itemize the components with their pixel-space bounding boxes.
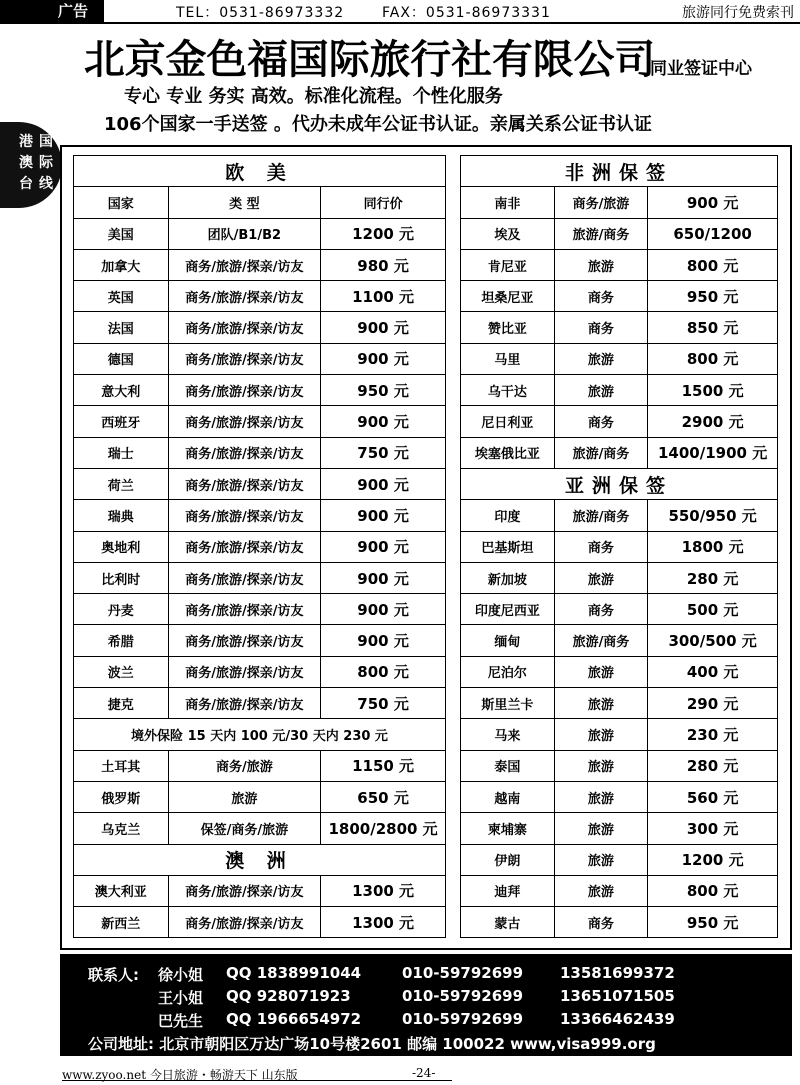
price-cell: 850 元 (648, 312, 778, 343)
country-cell: 希腊 (74, 625, 169, 656)
visa-type-cell: 商务/旅游/探亲/访友 (168, 875, 321, 906)
price-cell: 500 元 (648, 594, 778, 625)
side-tab-col-1 (18, 132, 34, 195)
country-cell: 柬埔寨 (461, 813, 555, 844)
table-row (461, 531, 778, 562)
table-row (461, 625, 778, 656)
visa-type-cell: 旅游/商务 (554, 218, 648, 249)
table-row (74, 813, 446, 844)
price-cell: 1800 元 (648, 531, 778, 562)
country-cell: 泰国 (461, 750, 555, 781)
price-cell: 950 元 (648, 281, 778, 312)
table-row (74, 406, 446, 437)
visa-type-cell: 旅游 (554, 875, 648, 906)
country-cell: 俄罗斯 (74, 781, 169, 812)
country-cell: 德国 (74, 343, 169, 374)
country-cell: 丹麦 (74, 594, 169, 625)
table-row (74, 875, 446, 906)
country-cell: 波兰 (74, 656, 169, 687)
country-cell: 斯里兰卡 (461, 688, 555, 719)
country-cell: 乌克兰 (74, 813, 169, 844)
column-header-type: 类 型 (168, 187, 321, 218)
price-cell: 1100 元 (321, 281, 446, 312)
country-cell: 奥地利 (74, 531, 169, 562)
visa-type-cell: 商务/旅游/探亲/访友 (168, 468, 321, 499)
contact-label: 联系人: (88, 966, 139, 984)
price-cell: 900 元 (321, 594, 446, 625)
contact-name: 徐小姐 (158, 966, 204, 984)
contact-block (60, 954, 792, 1056)
visa-type-cell: 商务/旅游 (554, 187, 648, 218)
table-row (74, 656, 446, 687)
price-cell: 900 元 (321, 625, 446, 656)
country-cell: 加拿大 (74, 249, 169, 280)
country-cell: 荷兰 (74, 468, 169, 499)
visa-type-cell: 商务 (554, 281, 648, 312)
price-cell: 950 元 (648, 907, 778, 938)
contact-name: 巴先生 (158, 1012, 204, 1030)
country-cell: 新西兰 (74, 907, 169, 938)
column-header-country: 国家 (74, 187, 169, 218)
price-cell: 300/500 元 (648, 625, 778, 656)
visa-type-cell: 团队/B1/B2 (168, 218, 321, 249)
price-cell: 750 元 (321, 437, 446, 468)
visa-type-cell: 旅游 (554, 719, 648, 750)
footer (0, 1060, 800, 1085)
price-cell: 900 元 (321, 343, 446, 374)
table-row (74, 750, 446, 781)
price-cell: 560 元 (648, 781, 778, 812)
price-cell: 1200 元 (321, 218, 446, 249)
table-row (74, 468, 446, 499)
visa-type-cell: 商务/旅游/探亲/访友 (168, 249, 321, 280)
section-header-europe-america: 欧 美 (74, 156, 446, 187)
price-cell: 950 元 (321, 375, 446, 406)
page-number: -24- (412, 1066, 436, 1080)
visa-type-cell: 旅游 (554, 781, 648, 812)
insurance-row (74, 719, 446, 750)
country-cell: 西班牙 (74, 406, 169, 437)
slogan-line-2: 106个国家一手送签 。代办未成年公证书认证。亲属关系公证书认证 (104, 114, 652, 135)
table-row (461, 875, 778, 906)
price-cell: 2900 元 (648, 406, 778, 437)
visa-type-cell: 商务/旅游/探亲/访友 (168, 500, 321, 531)
price-cell: 1150 元 (321, 750, 446, 781)
telephone: TEL：0531-86973332 (176, 5, 345, 21)
contact-phone: 010-59792699 (402, 987, 524, 1005)
price-cell: 400 元 (648, 656, 778, 687)
table-row (461, 343, 778, 374)
visa-type-cell: 商务/旅游/探亲/访友 (168, 625, 321, 656)
visa-type-cell: 商务/旅游/探亲/访友 (168, 281, 321, 312)
price-cell: 300 元 (648, 813, 778, 844)
country-cell: 巴基斯坦 (461, 531, 555, 562)
visa-type-cell: 商务/旅游/探亲/访友 (168, 656, 321, 687)
country-cell: 肯尼亚 (461, 249, 555, 280)
country-cell: 尼泊尔 (461, 656, 555, 687)
price-cell: 900 元 (648, 187, 778, 218)
section-row (74, 156, 446, 187)
table-row (74, 907, 446, 938)
visa-type-cell: 商务/旅游/探亲/访友 (168, 688, 321, 719)
country-cell: 马里 (461, 343, 555, 374)
table-row (74, 625, 446, 656)
table-row (74, 218, 446, 249)
side-char: 国 (39, 134, 53, 150)
table-row (461, 375, 778, 406)
ad-tag: 广告 (0, 0, 104, 22)
visa-type-cell: 商务/旅游/探亲/访友 (168, 312, 321, 343)
price-cell: 650 元 (321, 781, 446, 812)
price-cell: 750 元 (321, 688, 446, 719)
table-row (74, 531, 446, 562)
company-address: 公司地址: 北京市朝阳区万达广场10号楼2601 邮编 100022 www,visa999.org (88, 1035, 656, 1053)
country-cell: 瑞典 (74, 500, 169, 531)
side-char: 台 (19, 176, 33, 192)
price-cell: 900 元 (321, 562, 446, 593)
visa-type-cell: 商务/旅游 (168, 750, 321, 781)
side-char: 澳 (19, 155, 33, 171)
table-row (74, 312, 446, 343)
price-cell: 1800/2800 元 (321, 813, 446, 844)
price-cell: 1300 元 (321, 875, 446, 906)
table-row (461, 844, 778, 875)
company-name: 北京金色福国际旅行社有限公司 (84, 37, 656, 83)
table-row (461, 437, 778, 468)
price-cell: 800 元 (648, 343, 778, 374)
table-row (74, 500, 446, 531)
section-row (461, 156, 778, 187)
country-cell: 美国 (74, 218, 169, 249)
price-cell: 550/950 元 (648, 500, 778, 531)
table-row (74, 562, 446, 593)
table-row (461, 281, 778, 312)
country-cell: 尼日利亚 (461, 406, 555, 437)
country-cell: 法国 (74, 312, 169, 343)
price-cell: 280 元 (648, 750, 778, 781)
visa-type-cell: 旅游/商务 (554, 437, 648, 468)
visa-type-cell: 旅游 (554, 249, 648, 280)
price-cell: 900 元 (321, 312, 446, 343)
country-cell: 坦桑尼亚 (461, 281, 555, 312)
contact-mobile: 13366462439 (560, 1010, 675, 1028)
visa-type-cell: 商务 (554, 594, 648, 625)
contact-name: 王小姐 (158, 989, 204, 1007)
visa-type-cell: 商务 (554, 907, 648, 938)
table-row (461, 594, 778, 625)
contact-qq: QQ 1838991044 (226, 964, 362, 982)
visa-type-cell: 保签/商务/旅游 (168, 813, 321, 844)
visa-type-cell: 旅游 (554, 375, 648, 406)
country-cell: 蒙古 (461, 907, 555, 938)
table-row (461, 781, 778, 812)
europe-america-table (73, 155, 446, 938)
section-header-oceania: 澳 洲 (74, 844, 446, 875)
visa-type-cell: 旅游 (554, 844, 648, 875)
visa-type-cell: 商务/旅游/探亲/访友 (168, 907, 321, 938)
price-cell: 900 元 (321, 406, 446, 437)
country-cell: 捷克 (74, 688, 169, 719)
price-cell: 290 元 (648, 688, 778, 719)
country-cell: 澳大利亚 (74, 875, 169, 906)
table-row (461, 719, 778, 750)
price-cell: 230 元 (648, 719, 778, 750)
table-row (461, 813, 778, 844)
price-cell: 800 元 (648, 875, 778, 906)
country-cell: 赞比亚 (461, 312, 555, 343)
table-row (461, 406, 778, 437)
country-cell: 土耳其 (74, 750, 169, 781)
price-cell: 900 元 (321, 500, 446, 531)
table-row (74, 249, 446, 280)
price-cell: 800 元 (321, 656, 446, 687)
country-cell: 乌干达 (461, 375, 555, 406)
contact-qq: QQ 928071923 (226, 987, 351, 1005)
country-cell: 瑞士 (74, 437, 169, 468)
country-cell: 比利时 (74, 562, 169, 593)
table-row (461, 218, 778, 249)
top-bar (0, 0, 800, 24)
table-row (461, 562, 778, 593)
country-cell: 埃及 (461, 218, 555, 249)
price-cell: 980 元 (321, 249, 446, 280)
contact-phone: 010-59792699 (402, 1010, 524, 1028)
side-char: 际 (39, 155, 53, 171)
table-row (461, 656, 778, 687)
visa-type-cell: 旅游/商务 (554, 625, 648, 656)
table-row (74, 343, 446, 374)
table-row (461, 907, 778, 938)
visa-type-cell: 旅游 (554, 688, 648, 719)
country-cell: 印度尼西亚 (461, 594, 555, 625)
footer-rule (62, 1080, 452, 1081)
contact-qq: QQ 1966654972 (226, 1010, 362, 1028)
price-cell: 1400/1900 元 (648, 437, 778, 468)
africa-asia-table (460, 155, 778, 938)
table-row (461, 312, 778, 343)
visa-type-cell: 商务/旅游/探亲/访友 (168, 594, 321, 625)
section-row (74, 844, 446, 875)
contact-mobile: 13581699372 (560, 964, 675, 982)
visa-type-cell: 商务/旅游/探亲/访友 (168, 437, 321, 468)
visa-type-cell: 旅游 (554, 562, 648, 593)
country-cell: 南非 (461, 187, 555, 218)
header-row (74, 187, 446, 218)
table-row (461, 750, 778, 781)
price-cell: 1200 元 (648, 844, 778, 875)
table-row (74, 781, 446, 812)
country-cell: 印度 (461, 500, 555, 531)
visa-type-cell: 旅游 (168, 781, 321, 812)
visa-type-cell: 旅游 (554, 813, 648, 844)
country-cell: 缅甸 (461, 625, 555, 656)
visa-type-cell: 商务/旅游/探亲/访友 (168, 562, 321, 593)
section-header-africa: 非洲保签 (461, 156, 778, 187)
visa-type-cell: 旅游 (554, 343, 648, 374)
price-cell: 900 元 (321, 531, 446, 562)
contact-phone: 010-59792699 (402, 964, 524, 982)
column-header-price: 同行价 (321, 187, 446, 218)
price-cell: 800 元 (648, 249, 778, 280)
country-cell: 英国 (74, 281, 169, 312)
table-row (74, 688, 446, 719)
country-cell: 越南 (461, 781, 555, 812)
contact-mobile: 13651071505 (560, 987, 675, 1005)
side-char: 港 (19, 134, 33, 150)
slogan-line-1: 专心 专业 务实 高效。标准化流程。个性化服务 (124, 86, 503, 107)
table-row (74, 594, 446, 625)
table-row (74, 437, 446, 468)
country-cell: 意大利 (74, 375, 169, 406)
visa-type-cell: 商务 (554, 312, 648, 343)
visa-type-cell: 旅游 (554, 656, 648, 687)
section-header-asia: 亚洲保签 (461, 468, 778, 499)
price-cell: 280 元 (648, 562, 778, 593)
company-subtitle: 同业签证中心 (650, 59, 752, 79)
footer-site: www.zyoo.net 今日旅游・畅游天下 山东版 (62, 1068, 298, 1082)
price-cell: 900 元 (321, 468, 446, 499)
country-cell: 埃塞俄比亚 (461, 437, 555, 468)
section-row (461, 468, 778, 499)
country-cell: 马来 (461, 719, 555, 750)
table-row (461, 249, 778, 280)
table-row (74, 375, 446, 406)
table-row (461, 688, 778, 719)
visa-type-cell: 商务 (554, 406, 648, 437)
side-tab-col-2 (38, 132, 54, 195)
visa-type-cell: 商务 (554, 531, 648, 562)
insurance-note: 境外保险 15 天内 100 元/30 天内 230 元 (74, 719, 446, 750)
visa-type-cell: 商务/旅游/探亲/访友 (168, 531, 321, 562)
table-row (461, 500, 778, 531)
price-cell: 650/1200 (648, 218, 778, 249)
price-cell: 1500 元 (648, 375, 778, 406)
side-char: 线 (39, 176, 53, 192)
visa-type-cell: 商务/旅游/探亲/访友 (168, 406, 321, 437)
country-cell: 新加坡 (461, 562, 555, 593)
visa-type-cell: 旅游 (554, 750, 648, 781)
country-cell: 迪拜 (461, 875, 555, 906)
table-row (461, 187, 778, 218)
visa-type-cell: 商务/旅游/探亲/访友 (168, 343, 321, 374)
side-tab (0, 122, 62, 208)
country-cell: 伊朗 (461, 844, 555, 875)
magazine-note: 旅游同行免费索刊 (682, 5, 794, 21)
fax: FAX：0531-86973331 (382, 5, 551, 21)
price-cell: 1300 元 (321, 907, 446, 938)
table-row (74, 281, 446, 312)
visa-type-cell: 商务/旅游/探亲/访友 (168, 375, 321, 406)
visa-type-cell: 旅游/商务 (554, 500, 648, 531)
